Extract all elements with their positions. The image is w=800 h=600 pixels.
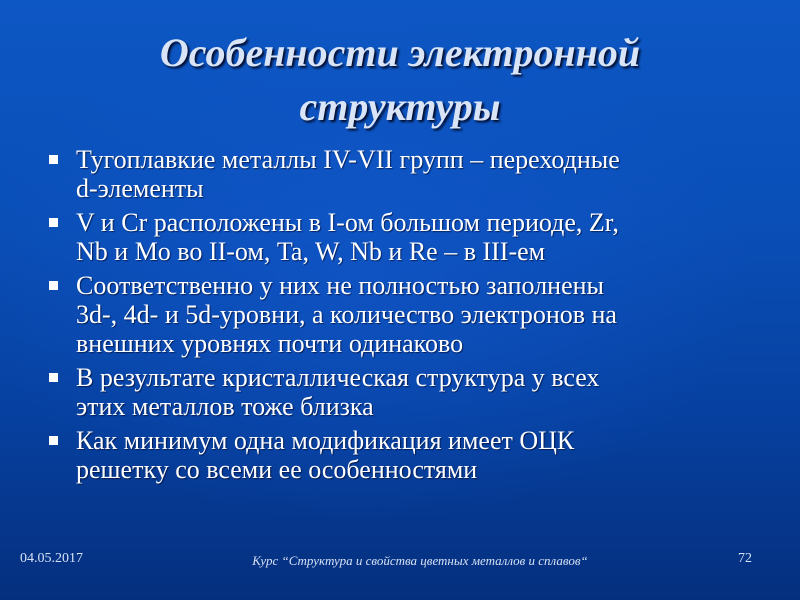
bullet-3-line-3: внешних уровнях почти одинаково (76, 329, 464, 358)
bullet-item-3 (46, 271, 756, 358)
bullet-item-4 (46, 363, 756, 421)
bullet-3-line-2: 3d-, 4d- и 5d-уровни, а количество электронов на (76, 300, 617, 329)
bullet-5-line-2: решетку со всеми ее особенностями (76, 455, 478, 484)
bullet-5-line-1: Как минимум одна модификация имеет ОЦК (76, 426, 575, 455)
slide-title-line-1: Особенности электронной (159, 30, 641, 75)
bullet-1-line-2: d-элементы (76, 174, 204, 203)
bullet-1-line-1: Тугоплавкие металлы IV-VII групп – переходные (76, 145, 620, 174)
bullet-item-1 (46, 145, 756, 203)
square-bullet-icon (49, 155, 58, 164)
bullet-item-2 (46, 208, 756, 266)
bullet-item-5 (46, 426, 756, 484)
square-bullet-icon (49, 218, 58, 227)
slide-title-line-2: структуры (299, 84, 501, 129)
bullet-2-line-1: V и Cr расположены в I-ом большом периоде, Zr, (76, 208, 619, 237)
slide-number: 72 (738, 551, 752, 566)
bullet-4-line-1: В результате кристаллическая структура у всех (76, 363, 600, 392)
bullet-list (46, 145, 756, 489)
footer-course-name: Курс “Структура и свойства цветных металлов и сплавов“ (252, 553, 588, 568)
square-bullet-icon (49, 373, 58, 382)
bullet-4-line-2: этих металлов тоже близка (76, 392, 374, 421)
bullet-2-line-2: Nb и Mo во II-ом, Ta, W, Nb и Re – в III-ем (76, 237, 546, 266)
square-bullet-icon (49, 436, 58, 445)
footer-date: 04.05.2017 (20, 551, 83, 566)
slide-title (40, 26, 760, 134)
square-bullet-icon (49, 281, 58, 290)
bullet-3-line-1: Соответственно у них не полностью заполнены (76, 271, 605, 300)
